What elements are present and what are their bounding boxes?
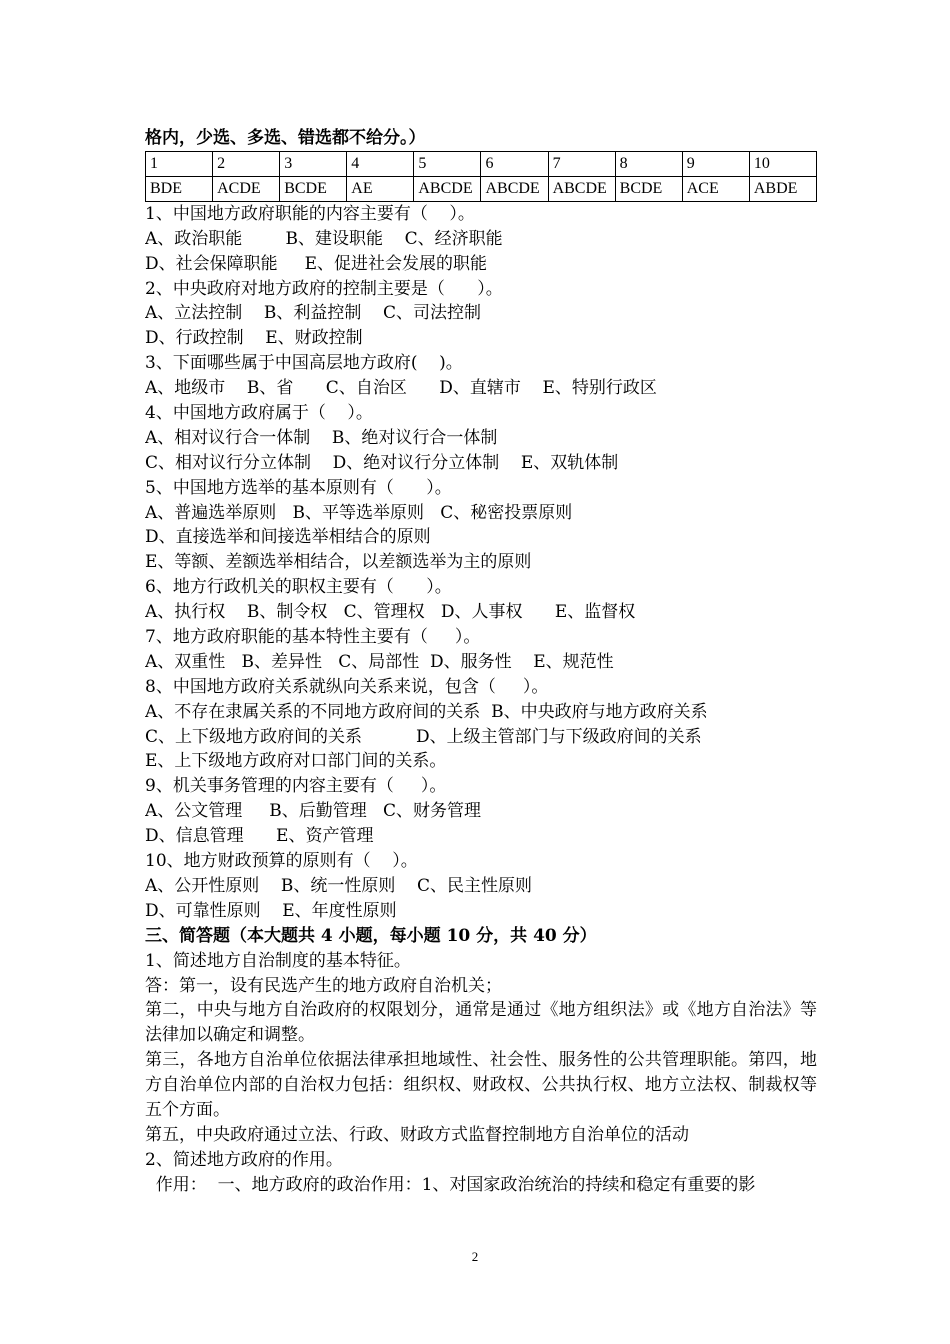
- question-number: 1: [146, 151, 213, 176]
- answer-line: 答：第一，设有民选产生的地方政府自治机关；: [145, 975, 502, 996]
- text-line: E、等额、差额选举相结合，以差额选举为主的原则: [145, 552, 532, 573]
- text-line: 5、中国地方选举的基本原则有（ ）。: [145, 477, 452, 498]
- answer-cell: BDE: [146, 176, 213, 201]
- text-line: A、政治职能 B、建设职能 C、经济职能: [145, 228, 503, 249]
- text-line: D、可靠性原则 E、年度性原则: [145, 900, 397, 921]
- text-line: A、公开性原则 B、统一性原则 C、民主性原则: [145, 875, 533, 896]
- section-heading: 三、简答题（本大题共 4 小题，每小题 10 分，共 40 分）: [145, 925, 597, 946]
- instruction-tail: 格内，少选、多选、错选都不给分。）: [145, 128, 426, 148]
- question-line: 2、简述地方政府的作用。: [145, 1149, 343, 1170]
- text-line: C、上下级地方政府间的关系 D、上级主管部门与下级政府间的关系: [145, 726, 702, 747]
- text-line: A、双重性 B、差异性 C、局部性 D、服务性 E、规范性: [145, 651, 614, 672]
- question-number: 6: [481, 151, 548, 176]
- page-number: 2: [471, 1249, 479, 1264]
- text-line: D、直接选举和间接选举相结合的原则: [145, 527, 431, 548]
- answer-table: [145, 151, 817, 202]
- text-line: D、行政控制 E、财政控制: [145, 328, 363, 349]
- question-number: 2: [213, 151, 280, 176]
- page-content: [145, 126, 817, 1198]
- question-number: 4: [347, 151, 414, 176]
- question-number: 7: [548, 151, 615, 176]
- text-line: A、不存在隶属关系的不同地方政府间的关系 B、中央政府与地方政府关系: [145, 701, 708, 722]
- answer-table-number-row: [146, 151, 817, 176]
- text-line: 6、地方行政机关的职权主要有（ ）。: [145, 577, 452, 598]
- question-number: 3: [280, 151, 347, 176]
- text-line: E、上下级地方政府对口部门间的关系。: [145, 751, 447, 772]
- answer-table-answer-row: [146, 176, 817, 201]
- answer-cell: AE: [347, 176, 414, 201]
- answer-cell: ABCDE: [414, 176, 481, 201]
- text-line: A、执行权 B、制令权 C、管理权 D、人事权 E、监督权: [145, 602, 636, 623]
- text-line: 1、中国地方政府职能的内容主要有（ ）。: [145, 203, 475, 224]
- question-number: 5: [414, 151, 481, 176]
- short-answer-section: [145, 924, 817, 1198]
- answer-cell: ACE: [682, 176, 749, 201]
- text-line: A、相对议行合一体制 B、绝对议行合一体制: [145, 427, 498, 448]
- text-line: 7、地方政府职能的基本特性主要有（ ）。: [145, 627, 481, 648]
- answer-line: 作用： 一、地方政府的政治作用：1、对国家政治统治的持续和稳定有重要的影: [145, 1174, 756, 1195]
- multiple-choice-questions: [145, 202, 817, 924]
- answer-cell: BCDE: [615, 176, 682, 201]
- text-line: 10、地方财政预算的原则有（ ）。: [145, 851, 418, 872]
- question-number: 8: [615, 151, 682, 176]
- text-line: A、公文管理 B、后勤管理 C、财务管理: [145, 801, 482, 822]
- text-line: D、信息管理 E、资产管理: [145, 826, 374, 847]
- text-line: 9、机关事务管理的内容主要有（ ）。: [145, 776, 447, 797]
- text-line: 3、下面哪些属于中国高层地方政府( )。: [145, 353, 463, 374]
- answer-line: 第五，中央政府通过立法、行政、财政方式监督控制地方自治单位的活动: [145, 1124, 689, 1145]
- answer-cell: ABCDE: [548, 176, 615, 201]
- text-line: 4、中国地方政府属于（ ）。: [145, 403, 373, 424]
- answer-cell: BCDE: [280, 176, 347, 201]
- answer-paragraph: 第三，各地方自治单位依据法律承担地域性、社会性、服务性的公共管理职能。第四，地方自治单位内部的自治权力包括：组织权、财政权、公共执行权、地方立法权、制裁权等五个方面。: [145, 1050, 817, 1121]
- question-line: 1、简述地方自治制度的基本特征。: [145, 950, 411, 971]
- question-number: 9: [682, 151, 749, 176]
- answer-cell: ABCDE: [481, 176, 548, 201]
- question-number: 10: [749, 151, 816, 176]
- text-line: A、普遍选举原则 B、平等选举原则 C、秘密投票原则: [145, 502, 573, 523]
- text-line: A、立法控制 B、利益控制 C、司法控制: [145, 303, 482, 324]
- answer-cell: ABDE: [749, 176, 816, 201]
- text-line: 2、中央政府对地方政府的控制主要是（ ）。: [145, 278, 503, 299]
- text-line: A、地级市 B、省 C、自治区 D、直辖市 E、特别行政区: [145, 378, 657, 399]
- text-line: D、社会保障职能 E、促进社会发展的职能: [145, 253, 488, 274]
- text-line: 8、中国地方政府关系就纵向关系来说，包含（ ）。: [145, 676, 549, 697]
- answer-cell: ACDE: [213, 176, 280, 201]
- answer-paragraph: 第二，中央与地方自治政府的权限划分，通常是通过《地方组织法》或《地方自治法》等法律加以确定和调整。: [145, 1000, 817, 1046]
- text-line: C、相对议行分立体制 D、绝对议行分立体制 E、双轨体制: [145, 452, 619, 473]
